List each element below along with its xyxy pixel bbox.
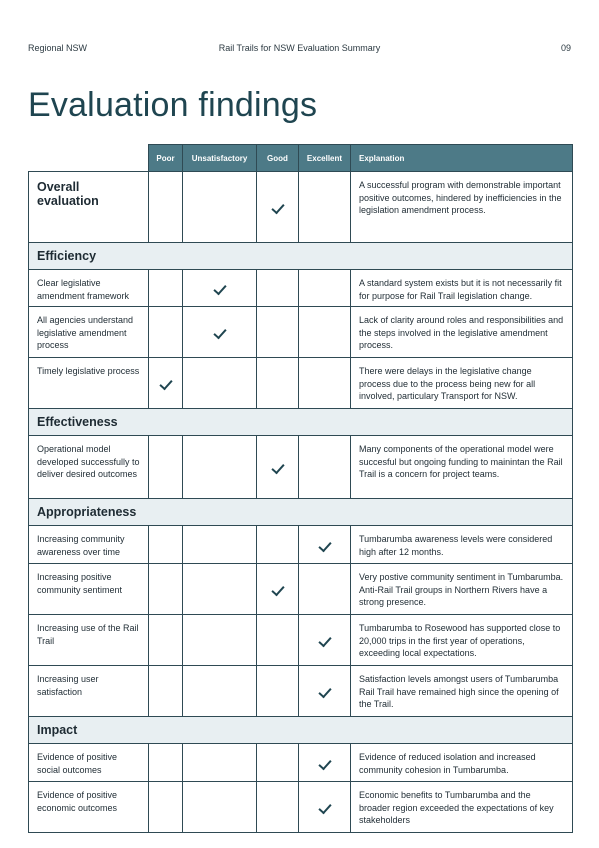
table-row <box>29 564 573 615</box>
criterion-label: Clear legislative amendment framework <box>29 270 149 307</box>
header-document-title: Rail Trails for NSW Evaluation Summary <box>218 43 381 53</box>
rating-cell-excellent <box>299 358 351 409</box>
rating-cell-good <box>257 172 299 243</box>
criterion-label: Evidence of positive social outcomes <box>29 744 149 782</box>
section-row-efficiency <box>29 243 573 270</box>
criterion-label: Evidence of positive economic outcomes <box>29 782 149 833</box>
criterion-explanation: Economic benefits to Tumbarumba and the broader region exceeded the expectations of key stakeholders <box>351 782 573 833</box>
rating-cell-good <box>257 270 299 307</box>
criterion-explanation: Many components of the operational model were succesful but ongoing funding to mainintan the Rail Trail is a concern for project teams. <box>351 436 573 499</box>
section-title: Impact <box>29 717 573 744</box>
rating-cell-unsatisfactory <box>183 666 257 717</box>
evaluation-table <box>28 144 573 833</box>
table-row <box>29 666 573 717</box>
rating-cell-poor <box>149 172 183 243</box>
checkmark-icon <box>318 685 331 699</box>
rating-cell-unsatisfactory <box>183 436 257 499</box>
column-header-poor: Poor <box>149 145 183 172</box>
criterion-explanation: There were delays in the legislative change process due to the process being new for all involved, particulary Transport for NSW. <box>351 358 573 409</box>
criterion-explanation: A standard system exists but it is not necessarily fit for purpose for Rail Trail legislation change. <box>351 270 573 307</box>
rating-cell-poor <box>149 270 183 307</box>
rating-cell-poor <box>149 564 183 615</box>
rating-cell-unsatisfactory <box>183 307 257 358</box>
checkmark-icon <box>213 326 226 340</box>
table-row <box>29 436 573 499</box>
rating-cell-excellent <box>299 615 351 666</box>
checkmark-icon <box>213 282 226 296</box>
criterion-explanation: Tumbarumba awareness levels were considered high after 12 months. <box>351 526 573 564</box>
table-row <box>29 307 573 358</box>
section-title: Effectiveness <box>29 409 573 436</box>
criterion-explanation: Evidence of reduced isolation and increased community cohesion in Tumbarumba. <box>351 744 573 782</box>
page-title: Evaluation findings <box>28 86 318 124</box>
rating-cell-excellent <box>299 436 351 499</box>
checkmark-icon <box>318 634 331 648</box>
checkmark-icon <box>318 756 331 770</box>
rating-cell-excellent <box>299 782 351 833</box>
criterion-label: Increasing community awareness over time <box>29 526 149 564</box>
header-page-number: 09 <box>560 43 571 53</box>
section-title: Appropriateness <box>29 499 573 526</box>
rating-cell-excellent <box>299 307 351 358</box>
checkmark-icon <box>318 538 331 552</box>
rating-cell-good <box>257 782 299 833</box>
checkmark-icon <box>271 201 284 215</box>
table-header-row <box>29 145 573 172</box>
table-row <box>29 526 573 564</box>
section-row-effectiveness <box>29 409 573 436</box>
checkmark-icon <box>318 801 331 815</box>
rating-cell-excellent <box>299 744 351 782</box>
rating-cell-excellent <box>299 172 351 243</box>
overall-evaluation-explanation: A successful program with demonstrable important positive outcomes, hindered by inefficiencies in the legislation amendment process. <box>351 172 573 243</box>
rating-cell-good <box>257 436 299 499</box>
rating-cell-poor <box>149 666 183 717</box>
criterion-label: Operational model developed successfully to deliver desired outcomes <box>29 436 149 499</box>
section-row-appropriateness <box>29 499 573 526</box>
rating-cell-excellent <box>299 666 351 717</box>
rating-cell-unsatisfactory <box>183 615 257 666</box>
checkmark-icon <box>271 461 284 475</box>
rating-cell-unsatisfactory <box>183 270 257 307</box>
criterion-label: All agencies understand legislative amendment process <box>29 307 149 358</box>
criterion-explanation: Very postive community sentiment in Tumbarumba. Anti-Rail Trail groups in Northern Rivers have a strong presence. <box>351 564 573 615</box>
rating-cell-poor <box>149 358 183 409</box>
criterion-explanation: Tumbarumba to Rosewood has supported close to 20,000 trips in the first year of operations, exceeding local expectations. <box>351 615 573 666</box>
rating-cell-poor <box>149 782 183 833</box>
table-row <box>29 744 573 782</box>
checkmark-icon <box>159 377 172 391</box>
header-blank-cell <box>29 145 149 172</box>
rating-cell-unsatisfactory <box>183 526 257 564</box>
criterion-label: Increasing use of the Rail Trail <box>29 615 149 666</box>
rating-cell-good <box>257 615 299 666</box>
rating-cell-unsatisfactory <box>183 744 257 782</box>
table-row <box>29 782 573 833</box>
column-header-unsatisfactory: Unsatisfactory <box>183 145 257 172</box>
column-header-explanation: Explanation <box>351 145 573 172</box>
rating-cell-good <box>257 666 299 717</box>
table-row <box>29 358 573 409</box>
section-row-impact <box>29 717 573 744</box>
overall-evaluation-row <box>29 172 573 243</box>
page-header <box>28 43 571 57</box>
table-row <box>29 615 573 666</box>
column-header-excellent: Excellent <box>299 145 351 172</box>
rating-cell-good <box>257 744 299 782</box>
section-title: Efficiency <box>29 243 573 270</box>
rating-cell-unsatisfactory <box>183 172 257 243</box>
rating-cell-poor <box>149 436 183 499</box>
rating-cell-excellent <box>299 564 351 615</box>
overall-evaluation-label: Overall evaluation <box>29 172 149 243</box>
criterion-explanation: Satisfaction levels amongst users of Tumbarumba Rail Trail have remained high since the opening of the Trail. <box>351 666 573 717</box>
rating-cell-good <box>257 358 299 409</box>
rating-cell-good <box>257 307 299 358</box>
rating-cell-poor <box>149 615 183 666</box>
table-row <box>29 270 573 307</box>
rating-cell-unsatisfactory <box>183 782 257 833</box>
criterion-explanation: Lack of clarity around roles and responsibilities and the steps involved in the legislative amendment process. <box>351 307 573 358</box>
criterion-label: Timely legislative process <box>29 358 149 409</box>
rating-cell-excellent <box>299 526 351 564</box>
rating-cell-poor <box>149 307 183 358</box>
header-org: Regional NSW <box>28 43 88 53</box>
rating-cell-unsatisfactory <box>183 358 257 409</box>
rating-cell-poor <box>149 744 183 782</box>
rating-cell-good <box>257 526 299 564</box>
checkmark-icon <box>271 583 284 597</box>
rating-cell-unsatisfactory <box>183 564 257 615</box>
column-header-good: Good <box>257 145 299 172</box>
rating-cell-good <box>257 564 299 615</box>
criterion-label: Increasing positive community sentiment <box>29 564 149 615</box>
rating-cell-excellent <box>299 270 351 307</box>
criterion-label: Increasing user satisfaction <box>29 666 149 717</box>
rating-cell-poor <box>149 526 183 564</box>
